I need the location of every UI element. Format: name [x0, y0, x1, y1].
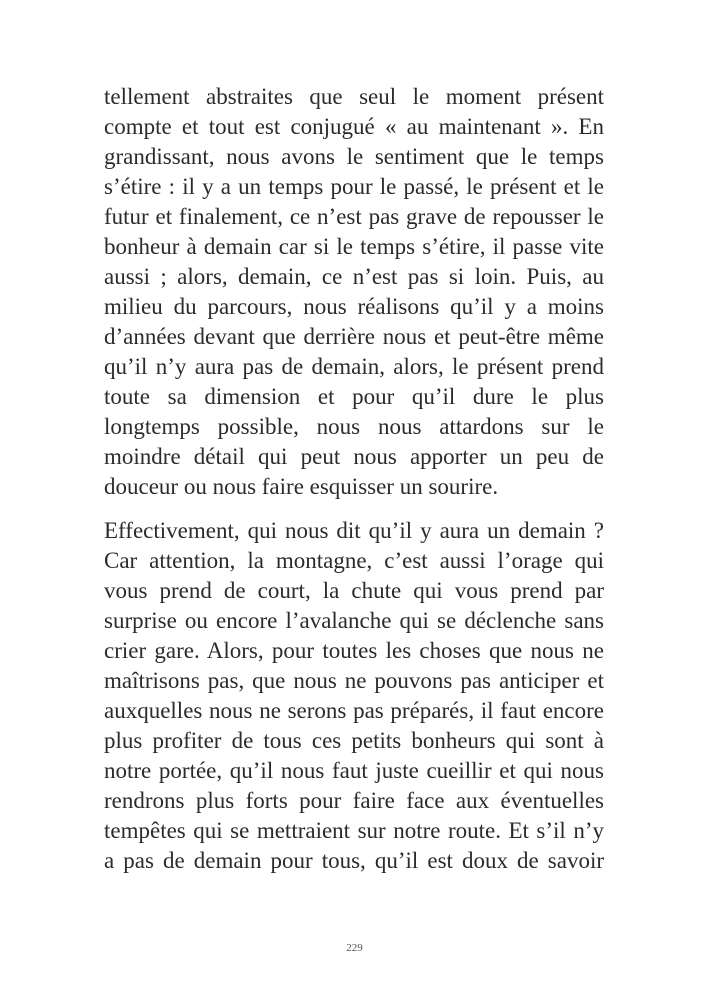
text-line: milieu du parcours, nous réalisons qu’il y a moins: [104, 294, 604, 319]
text-line: toute sa dimension et pour qu’il dure le plus: [104, 384, 604, 409]
text-line: surprise ou encore l’avalanche qui se déclenche sans: [104, 608, 604, 633]
text-line: notre portée, qu’il nous faut juste cueillir et qui nous: [104, 758, 604, 783]
text-line: plus profiter de tous ces petits bonheurs qui sont à: [104, 728, 604, 753]
text-line: vous prend de court, la chute qui vous prend par: [104, 578, 604, 603]
text-line: compte et tout est conjugué « au maintenant ». En: [104, 114, 604, 139]
text-line: aussi ; alors, demain, ce n’est pas si loin. Puis, au: [104, 264, 604, 289]
text-line: tempêtes qui se mettraient sur notre route. Et s’il n’y: [104, 818, 604, 843]
text-line: crier gare. Alors, pour toutes les choses que nous ne: [104, 638, 604, 663]
text-line: maîtrisons pas, que nous ne pouvons pas anticiper et: [104, 668, 604, 693]
page-number: 229: [346, 942, 363, 954]
text-line: rendrons plus forts pour faire face aux éventuelles: [104, 788, 604, 813]
text-line: longtemps possible, nous nous attardons sur le: [104, 414, 604, 439]
paragraph-1: [104, 82, 604, 502]
text-line: s’étire : il y a un temps pour le passé, le présent et le: [104, 174, 604, 199]
text-line: grandissant, nous avons le sentiment que le temps: [104, 144, 604, 169]
text-line: auxquelles nous ne serons pas préparés, il faut encore: [104, 698, 604, 723]
text-line: tellement abstraites que seul le moment présent: [104, 84, 604, 109]
paragraph-2: [104, 516, 604, 876]
text-line: a pas de demain pour tous, qu’il est doux de savoir: [104, 848, 604, 873]
text-line: futur et finalement, ce n’est pas grave de repousser le: [104, 204, 604, 229]
text-line: douceur ou nous faire esquisser un sourire.: [104, 474, 499, 499]
text-line: d’années devant que derrière nous et peut-être même: [104, 324, 604, 349]
text-line: moindre détail qui peut nous apporter un peu de: [104, 444, 604, 469]
text-line: qu’il n’y aura pas de demain, alors, le présent prend: [104, 354, 604, 379]
text-line: Car attention, la montagne, c’est aussi l’orage qui: [104, 548, 604, 573]
text-line: Effectivement, qui nous dit qu’il y aura un demain ?: [104, 518, 604, 543]
text-line: bonheur à demain car si le temps s’étire, il passe vite: [104, 234, 604, 259]
